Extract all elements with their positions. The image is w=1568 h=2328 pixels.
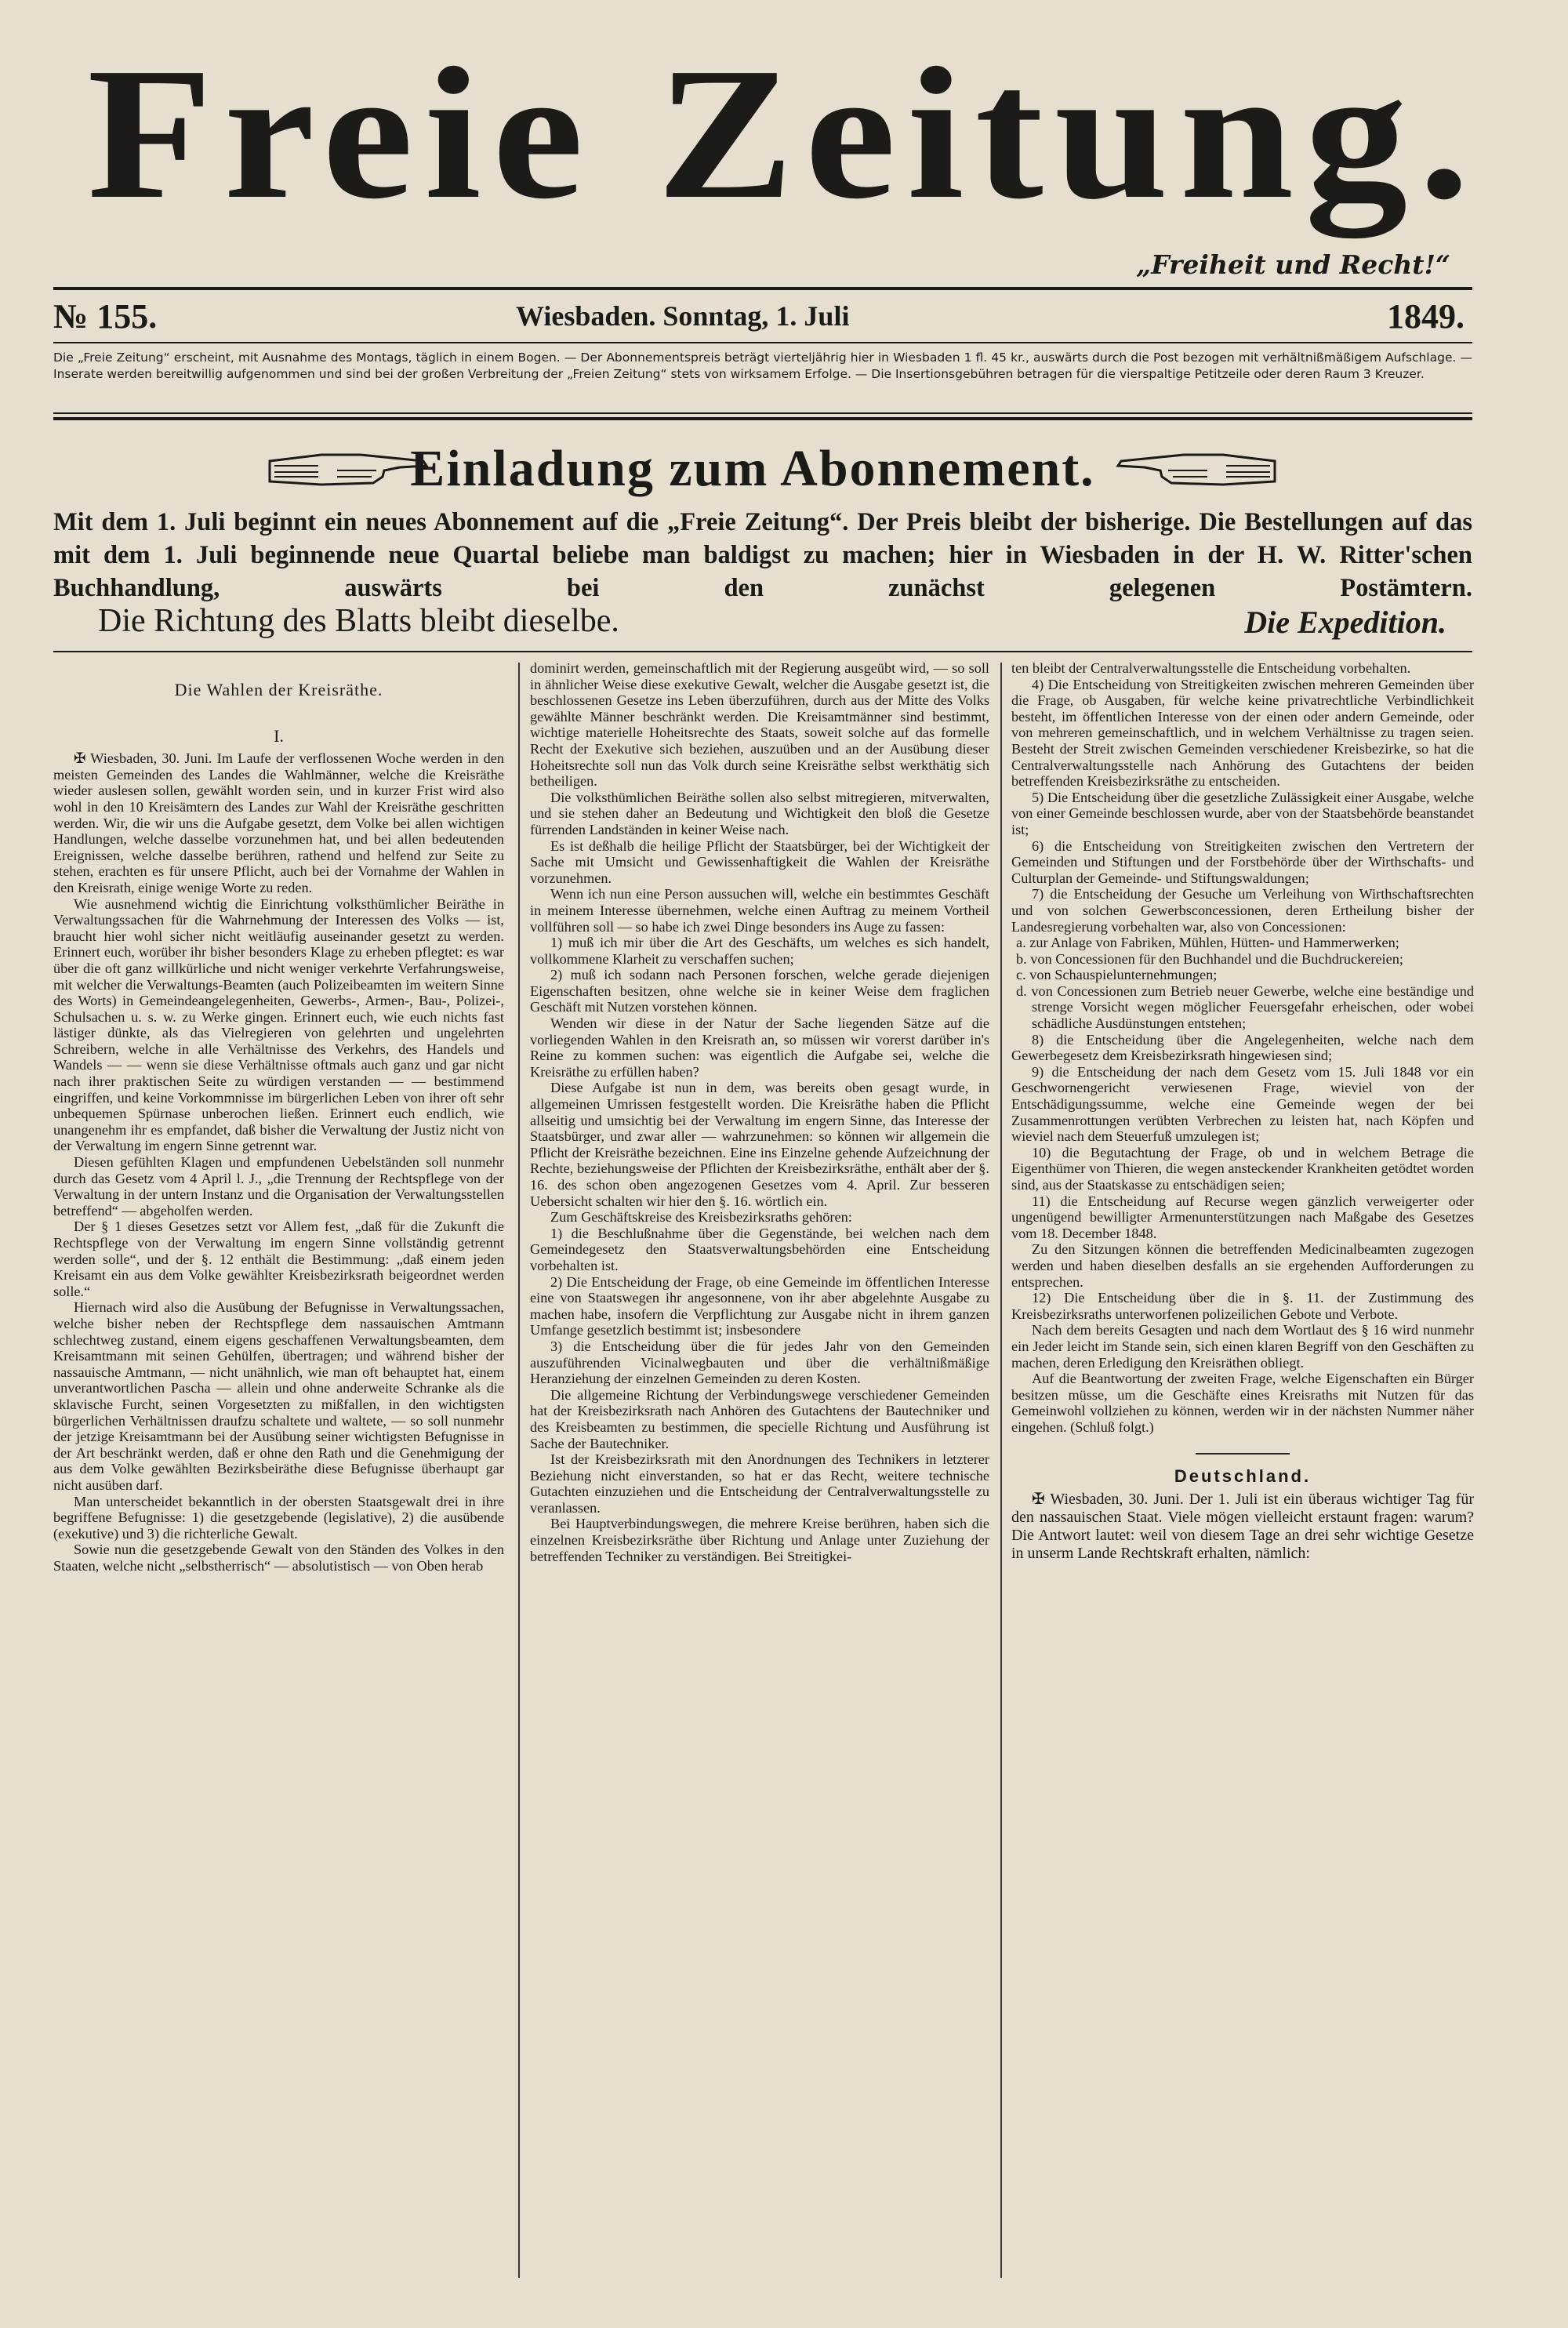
paragraph: 12) Die Entscheidung über die in §. 11. der Zustimmung des Kreisbezirksraths unterworfenen polizeilichen Gebote und Verbote. xyxy=(1011,1290,1474,1322)
paragraph: 3) die Entscheidung über die für jedes Jahr von den Gemeinden auszuführenden Vicinalwegbauten und über die verhältnißmäßige Heranziehung der einzelnen Gemeinden zu deren Kosten. xyxy=(530,1338,989,1387)
paragraph: Man unterscheidet bekanntlich in der obersten Staatsgewalt drei in ihre begriffene Befugnisse: 1) die gesetzgebende (legislative), 2) die ausübende (exekutive) und 3) die richterliche Gewalt. xyxy=(53,1493,504,1542)
paragraph: 2) Die Entscheidung der Frage, ob eine Gemeinde im öffentlichen Interesse eine von Staatswegen ihr angesonnene, von ihr aber abgelehnte Ausgabe zu machen habe, insofern die Verpflichtung zur Ausgabe nicht in ihrem ganzen Umfange gesetzlich bestimmt ist; insbesondere xyxy=(530,1273,989,1338)
notice-rule-1 xyxy=(53,412,1472,414)
list-item: b. von Concessionen für den Buchhandel und die Buchdruckereien; xyxy=(1016,950,1403,967)
column-divider-1 xyxy=(518,663,520,2278)
paragraph: 8) die Entscheidung über die Angelegenheiten, welche nach dem Gewerbegesetz dem Kreisbezirksrath hingewiesen sind; xyxy=(1011,1031,1474,1064)
list-item: c. von Schauspielunternehmungen; xyxy=(1016,967,1218,983)
section-divider xyxy=(1196,1453,1290,1455)
invitation-direction: Die Richtung des Blatts bleibt dieselbe. xyxy=(98,603,619,639)
paragraph: Diesen gefühlten Klagen und empfundenen Uebelständen soll nunmehr durch das Gesetz vom 4 April l. J., „die Trennung der Rechtspflege von der Verwaltung in der untern Instanz und die Organisation der Verwaltungsstellen betreffend“ — abgeholfen werden. xyxy=(53,1154,504,1218)
paragraph: Die volksthümlichen Beiräthe sollen also selbst mitregieren, mitverwalten, und sie stehen daher an Bedeutung und Wichtigkeit den bloß die Gesetze fürrenden Landständen in keiner Weise nach. xyxy=(530,789,989,837)
invitation-title: Einladung zum Abonnement. xyxy=(410,440,1095,497)
article-title: Die Wahlen der Kreisräthe. xyxy=(174,680,383,699)
paragraph: 9) die Entscheidung der nach dem Gesetz vom 15. Juli 1848 vor ein Geschwornengericht verwiesenen Frage, wieviel von der Entschädigungssumme, welche eine Gemeinde wegen der bei Zusammenrottungen verübten Verbrechen zu leisten hat, nach Köpfen und wieviel nach dem Steuerfuß umzulegen ist; xyxy=(1011,1063,1474,1145)
invitation-signature: Die Expedition. xyxy=(1244,605,1446,640)
paragraph: Bei Hauptverbindungswegen, die mehrere Kreise berühren, haben sich die einzelnen Kreisbezirksräthe über Richtung und Anlage unter Zuziehung der betreffenden Techniker zu verständigen. Bei Streitigkei- xyxy=(530,1516,989,1564)
masthead-rule-top xyxy=(53,287,1472,290)
list-item: a. zur Anlage von Fabriken, Mühlen, Hütten- und Hammerwerken; xyxy=(1016,935,1399,951)
paragraph: ten bleibt der Centralverwaltungsstelle die Entscheidung vorbehalten. xyxy=(1011,660,1411,676)
paragraph: Diese Aufgabe ist nun in dem, was bereits oben gesagt wurde, in allgemeinen Umrissen festgestellt worden. Die Kreisräthe haben die Pflicht allseitig und umsichtig bei der Verwaltung im engern Sinne, das Interesse der Staatsbürger, und zwar aller — wahrzunehmen: so können wir allgemein die Pflicht der Kreisräthe bezeichnen. Eine ins Einzelne gehende Aufzeichnung der Rechte, beziehungsweise der Pflichten der Kreisbezirksräthe, enthält aber der §. 16. des schon oben angezogenen Gesetzes vom 4. April. Zur besseren Uebersicht schalten wir hier den §. 16. wörtlich ein. xyxy=(530,1080,989,1209)
paragraph: Wie ausnehmend wichtig die Einrichtung volksthümlicher Beiräthe in Verwaltungssachen für die Wahrnehmung der Interessen des Volks — ist, braucht hier wohl sicher nicht weitläufig auseinander gesetzt zu werden. Erinnert euch, worüber ihr bisher besonders Klage zu erheben pflegtet: es war über die oft ganz willkürliche und nicht weniger verkehrte Verfahrungsweise, mit welcher die Verwaltungs-Beamten (auch Polizeibeamten im weitern Sinne des Worts) in Gemeindeangelegenheiten, Gewerbs-, Armen-, Bau-, Polizei-, Schulsachen u. s. w. zu Werke gingen. Erinnert euch, wie euch nichts fast lästiger dünkte, als das Vielregieren von gelehrten und ungelehrten Schreibern, welche in alle Verhältnisse des Verkehrs, des Handels und Wandels — — wenn sie diese Verhältnisse oftmals auch ganz und gar nicht nach ihrer praktischen Seite zu würdigen verstanden — — bestimmend eingriffen, und keine Vorkommnisse im bürgerlichen Leben von ihrer oft sehr unbequemen Spürnase unberochen ließen. Erinnert euch endlich, wie unangenehm ihr es empfandet, daß bisher die Verwaltung der Justiz nicht von der Verwaltung im engern Sinne getrennt war. xyxy=(53,895,504,1154)
issue-year: 1849. xyxy=(1387,297,1465,336)
list-item: d. von Concessionen zum Betrieb neuer Gewerbe, welche eine beständige und strenge Vorsicht wegen möglicher Feuersgefahr erheischen, oder wobei schädliche Ausdünstungen entstehen; xyxy=(1016,982,1474,1032)
paragraph: 2) muß ich sodann nach Personen forschen, welche gerade diejenigen Eigenschaften besitzen, ohne welche sie in keiner Weise dem fraglichen Geschäft mit Nutzen vorstehen können. xyxy=(530,967,989,1015)
paragraph: Die allgemeine Richtung der Verbindungswege verschiedener Gemeinden hat der Kreisbezirksrath nach Anhören des Gutachtens der Bautechniker und des Kreisbeamten zu bestimmen, die specielle Richtung und Ausführung ist Sache der Bautechniker. xyxy=(530,1386,989,1451)
paragraph: Sowie nun die gesetzgebende Gewalt von den Ständen des Volkes in den Staaten, welche nicht „selbstherrisch“ — absolutistisch — von Oben herab xyxy=(53,1542,504,1574)
paragraph: Nach dem bereits Gesagten und nach dem Wortlaut des § 16 wird nunmehr ein Jeder leicht im Stande sein, sich einen klaren Begriff von den Geschäften zu machen, deren Erledigung den Kreisräthen obliegt. xyxy=(1011,1322,1474,1371)
paragraph: Auf die Beantwortung der zweiten Frage, welche Eigenschaften ein Bürger besitzen müsse, um die Geschäfte eines Kreisraths mit Nutzen für das Gemeinwohl vollziehen zu können, werden wir in der nächsten Nummer näher eingehen. (Schluß folgt.) xyxy=(1011,1371,1474,1435)
paragraph: 11) die Entscheidung auf Recurse wegen gänzlich verweigerter oder ungenügend bewilligter Armenunterstützungen nach Maßgabe des Gesetzes vom 18. December 1848. xyxy=(1011,1193,1474,1241)
paragraph: 4) Die Entscheidung von Streitigkeiten zwischen mehreren Gemeinden über die Frage, ob Ausgaben, für welche keine privatrechtliche Verbindlichkeit besteht, im öffentlichen Interesse von der einen oder andern Gemeinde, oder von mehreren gemeinschaftlich, und in welchem Verhältnisse zu tragen seien. Besteht der Streit zwischen Gemeinden verschiedener Kreisbezirke, so hat die Centralverwaltungsstelle nach Anhörung des Gutachtens der beiden betreffenden Kreisbezirksräthe zu entscheiden. xyxy=(1011,676,1474,790)
invitation-body: Mit dem 1. Juli beginnt ein neues Abonnement auf die „Freie Zeitung“. Der Preis bleibt der bisherige. Die Bestellungen auf das mit dem 1. Juli beginnende neue Quartal beliebe man baldigst zu machen; hier in Wiesbaden in der H. W. Ritter'schen Buchhandlung, auswärts bei den zunächst gelegenen Postämtern. xyxy=(53,508,1472,602)
paragraph: ✠ Wiesbaden, 30. Juni. Im Laufe der verflossenen Woche werden in den meisten Gemeinden des Landes die Wahlmänner, welche die Kreisräthe wieder auslesen sollen, gewählt worden sein, und in kurzer Frist wird also wohl in den 10 Kreisämtern des Landes zur Wahl der Kreisräthe geschritten werden. Wir, die wir uns die Aufgabe gesetzt, dem Volke bei allen wichtigen Handlungen, welche dasselbe vorzunehmen hat, und bei allen bedeutenden Ereignissen, welche dasselbe berühren, rathend und helfend zur Seite zu stehen, erachten es für unsere Pflicht, auch bei der Vornahme der Wahlen in den Kreisrath, einige wenige Worte zu reden. xyxy=(53,750,504,895)
masthead-motto: „Freiheit und Recht!“ xyxy=(1136,249,1450,280)
column-3 xyxy=(1011,660,1474,1563)
subscription-notice: Die „Freie Zeitung“ erscheint, mit Ausnahme des Montags, täglich in einem Bogen. — Der Abonnementspreis beträgt vierteljährig hier in Wiesbaden 1 fl. 45 kr., auswärts durch die Post bezogen mit verhältnißmäßigem Aufschlage. — Inserate werden bereitwillig aufgenommen und sind bei der großen Verbreitung der „Freien Zeitung“ stets von wirksamem Erfolge. — Die Insertionsgebühren betragen für die vierspaltige Petitzeile oder deren Raum 3 Kreuzer. xyxy=(53,350,1472,381)
masthead-title: Freie Zeitung. xyxy=(87,28,1481,238)
column-1 xyxy=(53,666,504,1574)
paragraph: 1) die Beschlußnahme über die Gegenstände, bei welchen nach dem Gemeindegesetz den Staatsverwaltungsbehörden eine Entscheidung vorbehalten ist. xyxy=(530,1225,989,1273)
article-number: I. xyxy=(274,725,284,746)
notice-rule-2 xyxy=(53,417,1472,420)
paragraph: Zum Geschäftskreise des Kreisbezirksraths gehören: xyxy=(550,1209,852,1226)
paragraph: 10) die Begutachtung der Frage, ob und in welchem Betrage die Eigenthümer von Thieren, die wegen ansteckender Krankheiten getödtet worden sind, aus der Staatskasse zu entschädigen seien; xyxy=(1011,1144,1474,1193)
paragraph: 7) die Entscheidung der Gesuche um Verleihung von Wirthschaftsrechten und von solchen Gewerbsconcessionen, deren Ertheilung bisher der Landesregierung vorbehalten war, also von Concessionen: xyxy=(1011,886,1474,935)
invitation-footer xyxy=(98,602,1446,643)
paragraph: ✠ Wiesbaden, 30. Juni. Der 1. Juli ist ein überaus wichtiger Tag für den nassauischen Staat. Viele mögen vielleicht erstaunt fragen: warum? Die Antwort lautet: weil von diesem Tage an drei sehr wichtige Gesetze in unserm Lande Rechtskraft erhalten, nämlich: xyxy=(1011,1491,1474,1563)
dateline-rule xyxy=(53,342,1472,343)
paragraph: Der § 1 dieses Gesetzes setzt vor Allem fest, „daß für die Zukunft die Rechtspflege von der Verwaltung im engern Sinne vollständig getrennt werden solle“, und der §. 12 enthält die Bestimmung: „daß einem jeden Kreisamt ein aus dem Volke gewählter Kreisbezirksrath beigeordnet werden solle.“ xyxy=(53,1218,504,1299)
invitation-rule xyxy=(53,651,1472,652)
column-2 xyxy=(530,660,989,1564)
paragraph: Wenden wir diese in der Natur der Sache liegenden Sätze auf die vorliegenden Wahlen in den Kreisrath an, so müssen wir vorerst darüber in's Reine zu kommen suchen: was eigentlich die Aufgabe sei, welche die Kreisräthe zu erfüllen haben? xyxy=(530,1015,989,1080)
section-heading: Deutschland. xyxy=(1174,1465,1312,1486)
paragraph: 6) die Entscheidung von Streitigkeiten zwischen den Vertretern der Gemeinden und Stiftungen und der Forstbehörde über der Wirthschafts- und Culturplan der Gemeinde- und Stiftungswaldungen; xyxy=(1011,837,1474,886)
paragraph: Wenn ich nun eine Person aussuchen will, welche ein bestimmtes Geschäft in meinem Interesse übernehmen, welche einen Auftrag zu meinem Vortheil vollführen soll — so habe ich zwei Dinge besonders ins Auge zu fassen: xyxy=(530,886,989,935)
paragraph: 5) Die Entscheidung über die gesetzliche Zulässigkeit einer Ausgabe, welche von einer Gemeinde beschlossen wurde, aber von der Staatsbehörde beanstandet ist; xyxy=(1011,789,1474,837)
place-date: Wiesbaden. Sonntag, 1. Juli xyxy=(516,300,850,332)
paragraph: dominirt werden, gemeinschaftlich mit der Regierung ausgeübt wird, — so soll in ähnlicher Weise diese exekutive Gewalt, welcher die Ausgabe gesetzt ist, die beschlossenen Gesetze ins Leben überzuführen, durch aus der Mitte des Volks gewählte Männer beschränkt werden. Die Kreisamtmänner sind bestimmt, wichtige materielle Hoheitsrechte des Staats, soweit solche auf das formelle Recht der Exekutive sich beziehen, auszuüben und an der Ausübung dieser Hoheitsrechte soll nun das Volk durch seine Kreisräthe selbst werkthätig sich betheiligen. xyxy=(530,660,989,790)
paragraph: Ist der Kreisbezirksrath mit den Anordnungen des Technikers in letzterer Beziehung nicht einverstanden, so hat er das Recht, weitere technische Gutachten einzuziehen und die Entscheidung der Centralverwaltungsstelle zu veranlassen. xyxy=(530,1451,989,1516)
paragraph: Hiernach wird also die Ausübung der Befugnisse in Verwaltungssachen, welche bisher neben der Rechtspflege dem nassauischen Amtmann schlechtweg zustand, einem eigens geschaffenen Verwaltungsbeamten, dem Kreisamtmann mit seinen Gehülfen, übertragen; und während bisher der nassauische Amtmann, — nicht unähnlich, wie man oft behauptet hat, einem unverantwortlichen Pascha — allein und ohne anderweite Schranke als die sklavische Furcht, seinen Vorgesetzten zu mißfallen, in den wichtigsten bürgerlichen Verhältnissen draufzu schaltete und waltete, — so soll nunmehr der jetzige Kreisamtmann bei der Ausübung seiner wichtigsten Befugnisse in der Art beschränkt werden, daß er ohne den Rath und die Genehmigung der aus dem Volke gewählten Bezirksbeiräthe diese Befugnisse überhaupt gar nicht ausüben darf. xyxy=(53,1299,504,1493)
paragraph: 1) muß ich mir über die Art des Geschäfts, um welches es sich handelt, vollkommene Klarheit zu verschaffen suchen; xyxy=(530,935,989,967)
dateline xyxy=(53,296,1472,340)
column-divider-2 xyxy=(1000,663,1002,2278)
issue-number: № 155. xyxy=(53,297,158,336)
paragraph: Es ist deßhalb die heilige Pflicht der Staatsbürger, bei der Wichtigkeit der Sache mit Umsicht und Gewissenhaftigkeit die Wahlen der Kreisräthe vorzunehmen. xyxy=(530,837,989,886)
paragraph: Zu den Sitzungen können die betreffenden Medicinalbeamten zugezogen werden und haben dieselben desfalls an sie ergehenden Aufforderungen zu entsprechen. xyxy=(1011,1241,1474,1290)
